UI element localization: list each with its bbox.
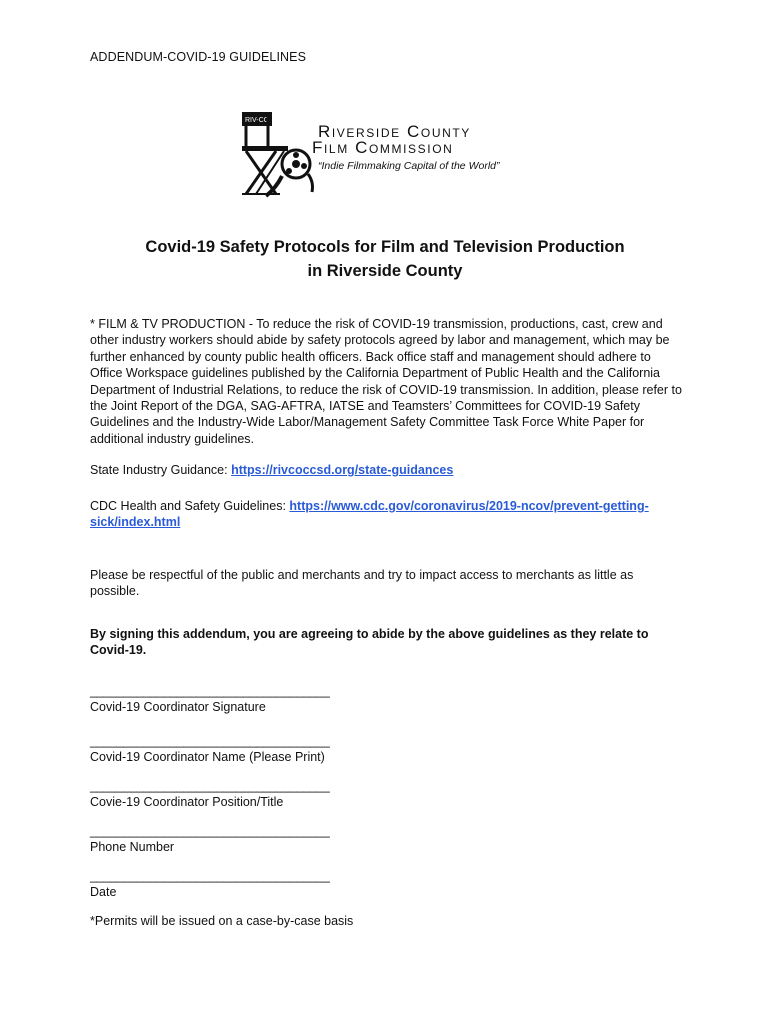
title-line1: Covid-19 Safety Protocols for Film and Television Production <box>145 238 625 256</box>
logo-tagline: “Indie Filmmaking Capital of the World” <box>318 160 500 172</box>
phone-number-field[interactable] <box>90 823 390 855</box>
signature-line[interactable]: ____________________________________ <box>90 684 330 698</box>
signature-field[interactable] <box>90 683 390 715</box>
state-guidance-label: State Industry Guidance: <box>90 463 232 477</box>
signature-label: Covid-19 Coordinator Signature <box>90 700 266 714</box>
state-guidance-link[interactable]: https://rivcoccsd.org/state-guidances <box>231 463 454 477</box>
coordinator-title-label: Covie-19 Coordinator Position/Title <box>90 795 284 809</box>
signature-line[interactable]: ____________________________________ <box>90 779 330 793</box>
coordinator-title-field[interactable] <box>90 778 390 810</box>
logo-title-line1: Riverside County <box>318 122 471 141</box>
logo-tagline-text: Indie Filmmaking Capital of the World <box>321 160 496 172</box>
signature-line[interactable]: ____________________________________ <box>90 734 330 748</box>
document-title <box>90 235 680 283</box>
directors-chair-icon <box>236 108 316 200</box>
coordinator-name-field[interactable] <box>90 733 390 765</box>
permits-footnote: *Permits will be issued on a case-by-case basis <box>90 914 354 928</box>
cdc-guidance-label: CDC Health and Safety Guidelines: <box>90 499 290 513</box>
cdc-guidance-paragraph <box>90 498 685 531</box>
signature-line[interactable]: ____________________________________ <box>90 869 330 883</box>
chair-label: RIV-CO <box>245 117 270 124</box>
document-header: ADDENDUM-COVID-19 GUIDELINES <box>90 50 307 64</box>
agreement-paragraph: By signing this addendum, you are agreeing to abide by the above guidelines as they relate to Covid-19. <box>90 627 649 658</box>
logo-title-line2: Film Commission <box>312 138 454 157</box>
cdc-guidance-link[interactable]: https://www.cdc.gov/coronavirus/2019-ncov/prevent-getting-sick/index.html <box>90 499 649 530</box>
state-guidance-paragraph <box>90 462 685 478</box>
coordinator-name-label: Covid-19 Coordinator Name (Please Print) <box>90 750 325 764</box>
title-line2: in Riverside County <box>307 262 463 280</box>
signature-line[interactable]: ____________________________________ <box>90 824 330 838</box>
intro-paragraph: * FILM & TV PRODUCTION - To reduce the risk of COVID-19 transmission, productions, cast, crew and other industry workers should abide by safety protocols agreed by labor and management, which may be further enhanced by county public health officers. Back office staff and management should adhere to Office Workspace guidelines published by the California Department of Public Health and the California Department of Industrial Relations, to reduce the risk of COVID-19 transmission. In addition, please refer to the Joint Report of the DGA, SAG-AFTRA, IATSE and Teamsters’ Committees for COVID-19 Safety Guidelines and the Industry-Wide Labor/Management Safety Committee Task Force White Paper for additional industry guidelines. <box>90 317 682 446</box>
phone-number-label: Phone Number <box>90 840 175 854</box>
respect-paragraph: Please be respectful of the public and merchants and try to impact access to merchants as little as possible. <box>90 568 634 599</box>
film-commission-logo <box>236 108 506 200</box>
date-field[interactable] <box>90 868 390 900</box>
date-label: Date <box>90 885 117 899</box>
